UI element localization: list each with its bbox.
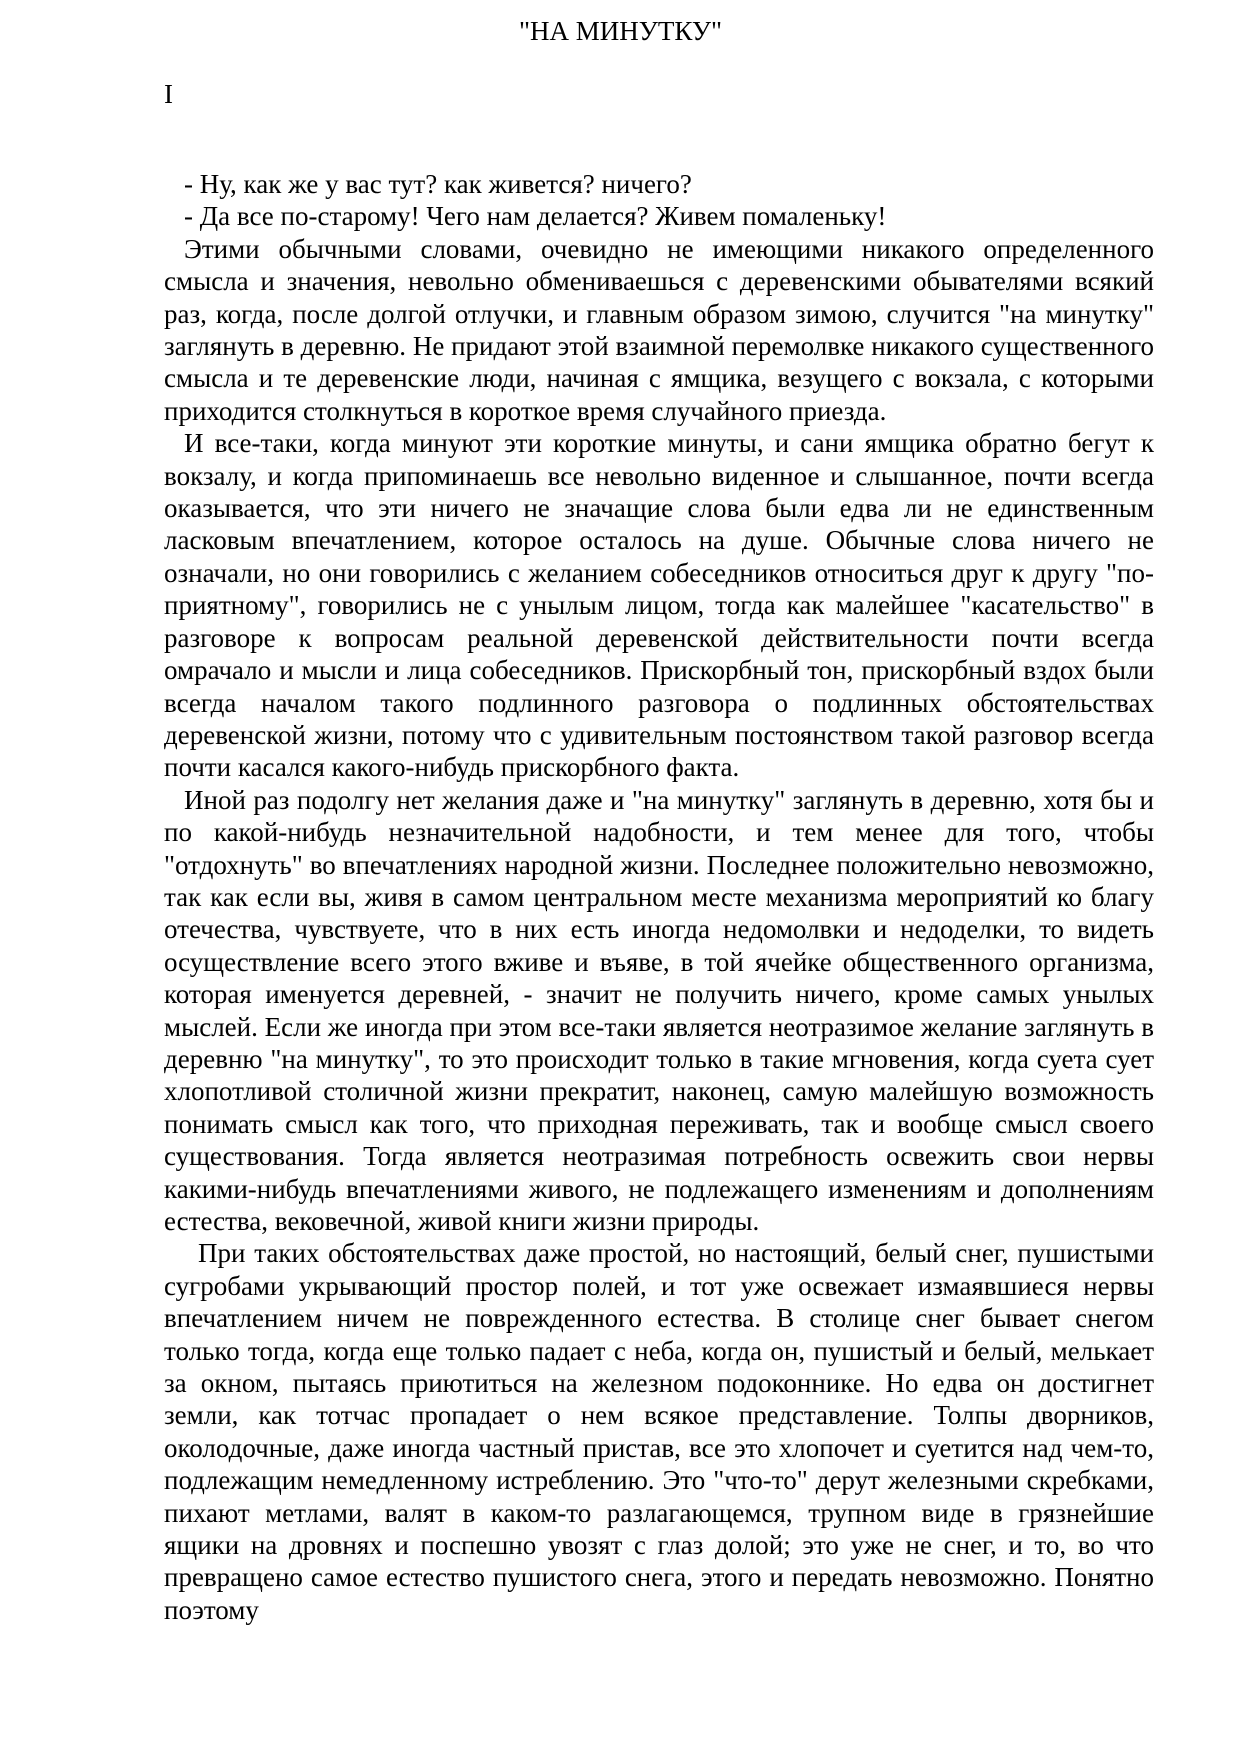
paragraph-6: При таких обстоятельствах даже простой, но настоящий, белый снег, пушистыми сугробами укрывающий простор полей, и тот уже освежает измаявшиеся нервы впечатлением ничем не поврежденного естества. В столице снег бывает снегом только тогда, когда еще только падает с неба, когда он, пушистый и белый, мелькает за окном, пытаясь приютиться на железном подоконнике. Но едва он достигнет земли, как тотчас пропадает о нем всякое представление. Толпы дворников, околодочные, даже иногда частный пристав, все это хлопочет и суетится над чем-то, подлежащим немедленному истреблению. Это "что-то" дерут железными скребками, пихают метлами, валят в каком-то разлагающемся, трупном виде в грязнейшие ящики на дровнях и поспешно увозят с глаз долой; это уже не снег, и то, во что превращено самое естество пушистого снега, этого и передать невозможно. Понятно поэтому [164, 1238, 1154, 1625]
paragraph-4: И все-таки, когда минуют эти короткие минуты, и сани ямщика обратно бегут к вокзалу, и когда припоминаешь все невольно виденное и слышанное, почти всегда оказывается, что эти ничего не значащие слова были едва ли не единственным ласковым впечатлением, которое осталось на душе. Обычные слова ничего не означали, но они говорились с желанием собеседников относиться друг к другу "по-приятному", говорились не с унылым лицом, тогда как малейшее "касательство" в разговоре к вопросам реальной деревенской действительности почти всегда омрачало и мысли и лица собеседников. Прискорбный тон, прискорбный вздох были всегда началом такого подлинного разговора о подлинных обстоятельствах деревенской жизни, потому что с удивительным постоянством такой разговор всегда почти касался какого-нибудь прискорбного факта. [164, 428, 1154, 783]
chapter-number: I [164, 79, 173, 109]
body-text [164, 168, 1154, 1626]
paragraph-5: Иной раз подолгу нет желания даже и "на минутку" заглянуть в деревню, хотя бы и по какой-нибудь незначительной надобности, и тем менее для того, чтобы "отдохнуть" во впечатлениях народной жизни. Последнее положительно невозможно, так как если вы, живя в самом центральном месте механизма мероприятий ко благу отечества, чувствуете, что в них есть иногда недомолвки и недоделки, то видеть осуществление всего этого вживе и въяве, в той ячейке общественного организма, которая именуется деревней, - значит не получить ничего, кроме самых унылых мыслей. Если же иногда при этом все-таки является неотразимое желание заглянуть в деревню "на минутку", то это происходит только в такие мгновения, когда суета сует хлопотливой столичной жизни прекратит, наконец, самую малейшую возможность понимать смысл как того, что приходная переживать, так и вообще смысл своего существования. Тогда является неотразимая потребность освежить свои нервы какими-нибудь впечатлениями живого, не подлежащего изменениям и дополнениям естества, вековечной, живой книги жизни природы. [164, 784, 1154, 1236]
paragraph-dialogue-1: - Ну, как же у вас тут? как живется? ничего? [184, 169, 692, 199]
paragraph-dialogue-2: - Да все по-старому! Чего нам делается? Живем помаленьку! [184, 201, 887, 232]
paragraph-3: Этими обычными словами, очевидно не имеющими никакого определенного смысла и значения, невольно обмениваешься с деревенскими обывателями всякий раз, когда, после долгой отлучки, и главным образом зимою, случится "на минутку" заглянуть в деревню. Не придают этой взаимной перемолвке никакого существенного смысла и те деревенские люди, начиная с ямщика, везущего с вокзала, с которыми приходится столкнуться в короткое время случайного приезда. [164, 233, 1154, 426]
document-title: "НА МИНУТКУ" [519, 16, 722, 46]
